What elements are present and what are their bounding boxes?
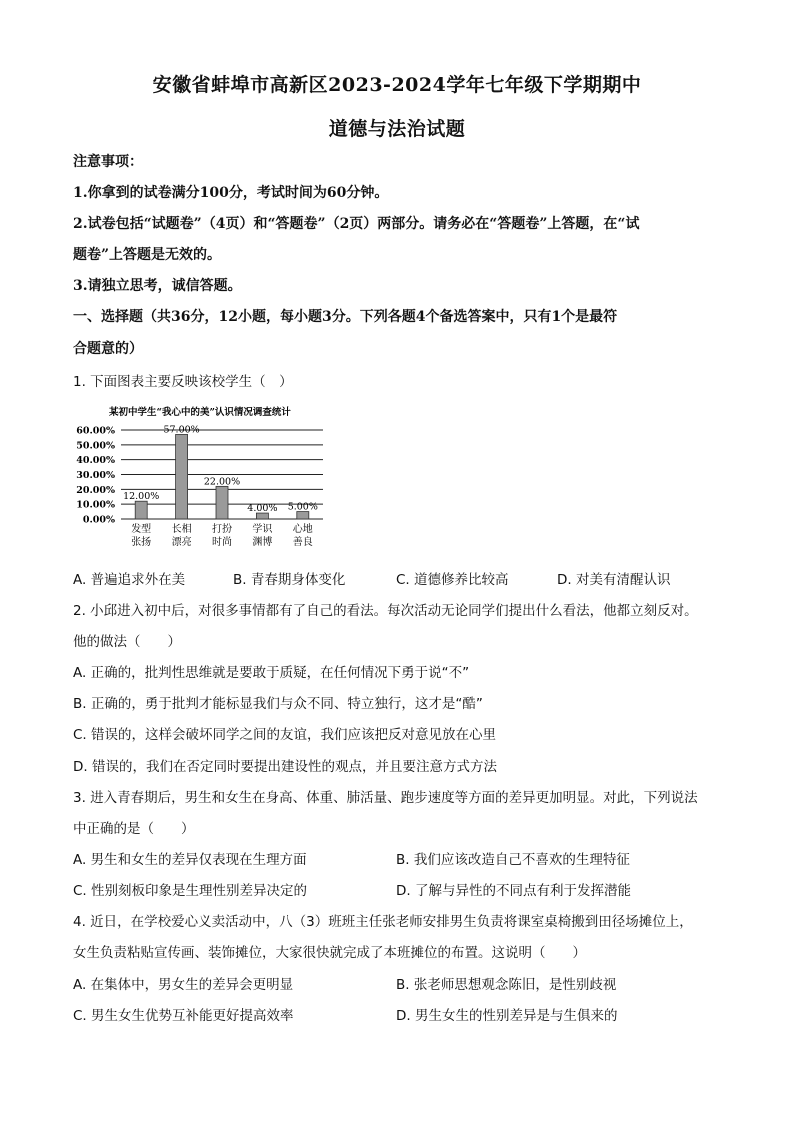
bar-value-label: 4.00% [247,503,278,515]
notice-item-2-line2: 题卷”上答题是无效的。 [73,247,222,263]
bar [135,501,147,519]
question-2-stem-line2: 他的做法（ ） [73,634,181,650]
bar [176,434,188,519]
exam-subtitle: 道德与法治试题 [328,118,466,140]
y-tick-label: 0.00% [82,514,115,526]
chart-x-axis [131,522,313,548]
notice-item-2-line1: 2.试卷包括“试题卷”（4页）和“答题卷”（2页）两部分。请务必在“答题卷”上答题，在“试 [73,216,640,232]
bar [216,486,228,519]
bar-value-label: 12.00% [123,491,160,503]
bar-value-label: 22.00% [203,476,241,488]
y-tick-label: 40.00% [76,455,115,467]
question-4-option-b: B. 张老师思想观念陈旧，是性别歧视 [396,977,617,993]
question-1-option-a: A. 普遍追求外在美 [73,572,186,588]
question-4-option-d: D. 男生女生的性别差异是与生俱来的 [396,1008,618,1024]
question-1-option-b: B. 青春期身体变化 [233,572,346,588]
question-1-option-d: D. 对美有清醒认识 [557,572,671,588]
question-3-option-d: D. 了解与异性的不同点有利于发挥潜能 [396,883,631,899]
x-tick-label: 漂亮 [171,537,192,548]
y-tick-label: 20.00% [76,484,115,496]
question-2-option-a: A. 正确的，批判性思维就是要敢于质疑，在任何情况下勇于说“不” [73,665,470,681]
chart-y-axis [76,426,115,526]
y-tick-label: 60.00% [76,425,115,437]
question-3-option-a: A. 男生和女生的差异仅表现在生理方面 [73,852,307,868]
exam-title: 安徽省蚌埠市高新区2023-2024学年七年级下学期期中 [152,74,642,96]
question-2-option-b: B. 正确的，勇于批判才能标显我们与众不同、特立独行，这才是“酷” [73,696,483,712]
x-tick-label: 时尚 [212,537,232,548]
x-tick-label: 学识 [252,524,273,535]
x-tick-label: 长相 [171,524,192,535]
question-3-option-b: B. 我们应该改造自己不喜欢的生理特征 [396,852,630,868]
notice-item-1: 1.你拿到的试卷满分100分，考试时间为60分钟。 [73,185,389,201]
question-3-stem-line2: 中正确的是（ ） [73,821,195,837]
question-2-option-c: C. 错误的，这样会破坏同学之间的友谊，我们应该把反对意见放在心里 [73,727,497,743]
question-2-option-d: D. 错误的，我们在否定同时要提出建设性的观点，并且要注意方式方法 [73,759,497,775]
x-tick-label: 心地 [292,524,313,535]
section-heading-line2: 合题意的） [73,341,143,357]
y-tick-label: 50.00% [76,440,115,452]
question-3-option-c: C. 性别刻板印象是生理性别差异决定的 [73,883,308,899]
bar [297,512,309,519]
question-3-stem-line1: 3. 进入青春期后，男生和女生在身高、体重、肺活量、跑步速度等方面的差异更加明显。对此，下列说法 [73,790,698,806]
bar-value-label: 5.00% [287,501,318,513]
question-1-stem: 1. 下面图表主要反映该校学生（ ） [73,374,293,390]
question-4-option-c: C. 男生女生优势互补能更好提高效率 [73,1008,294,1024]
x-tick-label: 发型 [131,524,152,535]
y-tick-label: 30.00% [76,470,115,481]
question-4-option-a: A. 在集体中，男女生的差异会更明显 [73,977,294,993]
x-tick-label: 打扮 [212,524,232,535]
x-tick-label: 张扬 [131,537,152,548]
y-tick-label: 10.00% [76,499,115,511]
section-heading-line1: 一、选择题（共36分，12小题，每小题3分。下列各题4个备选答案中，只有1个是最符 [73,309,618,325]
x-tick-label: 渊博 [252,537,273,548]
notice-item-3: 3.请独立思考，诚信答题。 [73,278,242,294]
survey-bar-chart [75,402,335,552]
question-4-stem-line2: 女生负责粘贴宣传画、装饰摊位，大家很快就完成了本班摊位的布置。这说明（ ） [73,945,586,961]
question-1-option-c: C. 道德修养比较高 [396,572,509,588]
question-4-stem-line1: 4. 近日，在学校爱心义卖活动中，八（3）班班主任张老师安排男生负责将课室桌椅搬到田径场摊位上， [73,914,693,930]
notice-heading: 注意事项： [73,154,143,170]
chart-title: 某初中学生“我心中的美”认识情况调查统计 [109,407,291,418]
question-2-stem-line1: 2. 小邱进入初中后，对很多事情都有了自己的看法。每次活动无论同学们提出什么看法，他都立刻反对。 [73,603,698,619]
x-tick-label: 善良 [292,537,313,548]
bar-value-label: 57.00% [163,424,200,436]
